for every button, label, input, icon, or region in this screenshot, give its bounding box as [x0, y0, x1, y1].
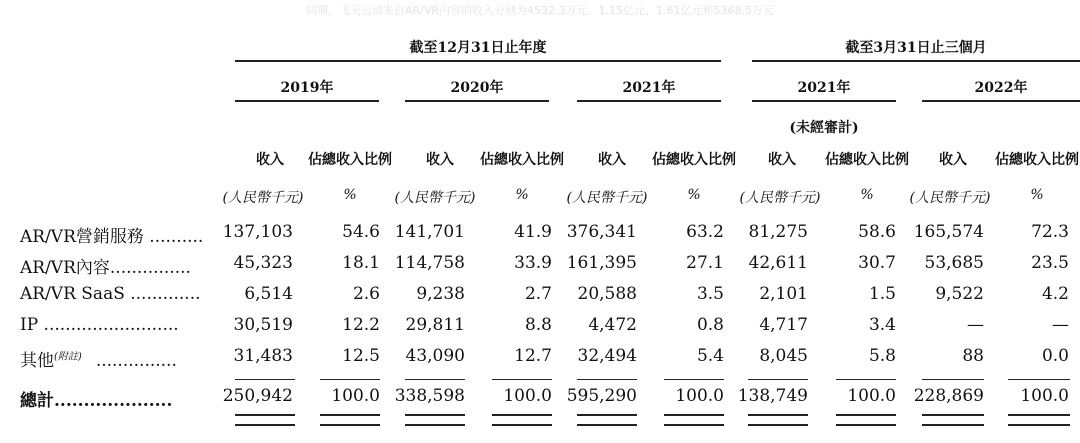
- cell-value: 12.5: [342, 346, 380, 366]
- unaudited-note: (未經審計): [789, 120, 859, 136]
- cell-value: 8,045: [759, 346, 808, 366]
- cell-value: 33.9: [514, 253, 552, 273]
- cell-value: 53,685: [924, 253, 984, 273]
- cell-value: 0.8: [696, 315, 724, 335]
- cell-value: 81,275: [748, 222, 808, 242]
- period-2021-fy: 2021年: [622, 80, 676, 96]
- subtotal-rule: [320, 379, 380, 380]
- total-double-rule: [1008, 414, 1070, 426]
- cell-value: 5.8: [868, 346, 896, 366]
- total-double-rule: [922, 414, 984, 426]
- col-revenue-2019: 收入: [256, 152, 284, 168]
- cell-value: 63.2: [686, 222, 724, 242]
- subtotal-rule: [664, 379, 724, 380]
- cell-value: 27.1: [686, 253, 724, 273]
- cell-value: 30.7: [858, 253, 896, 273]
- unit-ratio-2022-q1: %: [1030, 187, 1044, 203]
- total-value: 100.0: [1020, 386, 1069, 406]
- cell-value: 376,341: [566, 222, 637, 242]
- period-2021-q1: 2021年: [797, 80, 851, 96]
- subtotal-rule: [405, 379, 465, 380]
- col-revenue-2021-fy: 收入: [598, 152, 626, 168]
- cell-value: 8.8: [524, 315, 552, 335]
- period-2021-q1-rule: [752, 100, 896, 102]
- cell-value: 2.6: [352, 284, 380, 304]
- unit-ratio-2021-q1: %: [860, 187, 874, 203]
- cell-value: 20,588: [577, 284, 637, 304]
- cell-value: 41.9: [514, 222, 552, 242]
- total-double-rule: [405, 414, 465, 426]
- cell-value: 23.5: [1031, 253, 1069, 273]
- period-2020: 2020年: [450, 80, 504, 96]
- cell-value: 9,238: [416, 284, 465, 304]
- row-label: AR/VR SaaS .............: [20, 284, 201, 304]
- table-row: [0, 346, 1080, 370]
- period-2020-rule: [405, 100, 549, 102]
- period-2019-rule: [235, 100, 379, 102]
- cell-value: 42,611: [748, 253, 808, 273]
- cell-value: 165,574: [913, 222, 984, 242]
- total-label: 總計....................: [20, 391, 173, 411]
- cell-value: 4,472: [588, 315, 637, 335]
- period-2022-q1: 2022年: [974, 80, 1028, 96]
- cell-value: 12.2: [342, 315, 380, 335]
- total-double-rule: [836, 414, 896, 426]
- cell-value: 30,519: [233, 315, 293, 335]
- watermark-caption: 同期，飞天云动来自AR/VR内容的收入分别为4532.3万元、1.15亿元、1.61亿元和5368.5万元: [305, 4, 774, 17]
- row-label: AR/VR內容...............: [20, 258, 191, 278]
- three-month-group-header: 截至3月31日止三個月: [845, 40, 987, 56]
- cell-value: 72.3: [1031, 222, 1069, 242]
- cell-value: 3.4: [868, 315, 896, 335]
- row-label-dots: ...............: [95, 351, 177, 371]
- subtotal-rule: [922, 379, 984, 380]
- total-value: 100.0: [503, 386, 552, 406]
- total-value: 100.0: [675, 386, 724, 406]
- cell-value: 43,090: [405, 346, 465, 366]
- cell-value: 58.6: [858, 222, 896, 242]
- cell-value: —: [967, 315, 984, 335]
- cell-value: 32,494: [577, 346, 637, 366]
- cell-value: 141,701: [394, 222, 465, 242]
- unit-ratio-2020: %: [515, 187, 529, 203]
- total-value: 338,598: [394, 386, 465, 406]
- cell-value: —: [1052, 315, 1069, 335]
- unit-ratio-2019: %: [343, 187, 357, 203]
- cell-value: 2,101: [759, 284, 808, 304]
- subtotal-rule: [836, 379, 896, 380]
- unit-revenue-2021-q1: (人民幣千元): [739, 190, 821, 206]
- total-value: 100.0: [331, 386, 380, 406]
- cell-value: 161,395: [566, 253, 637, 273]
- cell-value: 114,758: [394, 253, 465, 273]
- subtotal-rule: [577, 379, 637, 380]
- subtotal-rule: [748, 379, 808, 380]
- cell-value: 88: [962, 346, 984, 366]
- col-revenue-2022-q1: 收入: [939, 152, 967, 168]
- total-double-rule: [235, 414, 295, 426]
- three-month-group-rule: [752, 60, 1080, 62]
- cell-value: 9,522: [935, 284, 984, 304]
- col-ratio-2022-q1: 佔總收入比例: [995, 152, 1079, 168]
- cell-value: 2.7: [524, 284, 552, 304]
- cell-value: 1.5: [868, 284, 896, 304]
- cell-value: 54.6: [342, 222, 380, 242]
- row-label-text: 其他: [20, 351, 54, 371]
- col-ratio-2021-fy: 佔總收入比例: [652, 152, 736, 168]
- period-2022-q1-rule: [922, 100, 1080, 102]
- cell-value: 12.7: [514, 346, 552, 366]
- cell-value: 6,514: [244, 284, 293, 304]
- cell-value: 18.1: [342, 253, 380, 273]
- table-row: [0, 284, 1080, 308]
- year-end-group-rule: [235, 60, 721, 62]
- cell-value: 31,483: [233, 346, 293, 366]
- footnote-marker[interactable]: (附註): [54, 351, 82, 363]
- cell-value: 4,717: [759, 315, 808, 335]
- total-double-rule: [577, 414, 637, 426]
- col-revenue-2021-q1: 收入: [768, 152, 796, 168]
- total-double-rule: [664, 414, 724, 426]
- cell-value: 3.5: [696, 284, 724, 304]
- unit-ratio-2021-fy: %: [687, 187, 701, 203]
- total-double-rule: [320, 414, 380, 426]
- total-value: 250,942: [222, 386, 293, 406]
- col-ratio-2021-q1: 佔總收入比例: [825, 152, 909, 168]
- total-value: 100.0: [847, 386, 896, 406]
- unit-revenue-2019: (人民幣千元): [222, 190, 304, 206]
- row-label: AR/VR營銷服務 ..........: [20, 227, 204, 247]
- total-double-rule: [492, 414, 552, 426]
- cell-value: 45,323: [233, 253, 293, 273]
- period-2019: 2019年: [280, 80, 334, 96]
- cell-value: 29,811: [405, 315, 465, 335]
- total-row: [0, 386, 1080, 410]
- col-ratio-2020: 佔總收入比例: [480, 152, 564, 168]
- table-row: [0, 315, 1080, 339]
- total-value: 595,290: [566, 386, 637, 406]
- unit-revenue-2020: (人民幣千元): [394, 190, 476, 206]
- col-revenue-2020: 收入: [426, 152, 454, 168]
- col-ratio-2019: 佔總收入比例: [308, 152, 392, 168]
- subtotal-rule: [492, 379, 552, 380]
- row-label: IP .........................: [20, 315, 179, 335]
- row-label: [20, 346, 177, 371]
- total-double-rule: [748, 414, 808, 426]
- period-2021-fy-rule: [577, 100, 721, 102]
- table-row: [0, 253, 1080, 277]
- unit-revenue-2022-q1: (人民幣千元): [909, 190, 991, 206]
- subtotal-rule: [1008, 379, 1070, 380]
- total-value: 228,869: [913, 386, 984, 406]
- subtotal-rule: [235, 379, 295, 380]
- total-value: 138,749: [737, 386, 808, 406]
- unit-revenue-2021-fy: (人民幣千元): [566, 190, 648, 206]
- cell-value: 137,103: [222, 222, 293, 242]
- table-row: [0, 222, 1080, 246]
- cell-value: 0.0: [1041, 346, 1069, 366]
- cell-value: 5.4: [696, 346, 724, 366]
- cell-value: 4.2: [1041, 284, 1069, 304]
- year-end-group-header: 截至12月31日止年度: [409, 40, 547, 56]
